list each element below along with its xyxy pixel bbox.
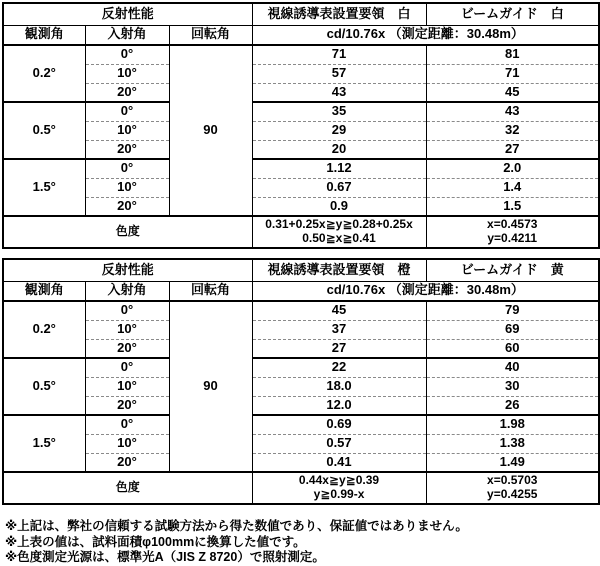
entrance-angle-cell: 10° [85, 64, 169, 83]
table-row [3, 453, 599, 472]
guide-value-cell: 57 [252, 64, 426, 83]
guide-value-cell: 35 [252, 102, 426, 121]
beam-value-cell: 27 [426, 140, 599, 159]
observation-angle-cell: 1.5° [3, 159, 85, 216]
table-row [3, 434, 599, 453]
chroma-guide-line1: 0.31+0.25x≧y≧0.28+0.25x [265, 217, 413, 232]
chroma-guide-line2: y≧0.99-x [313, 487, 365, 501]
chroma-beam-line1: x=0.5703 [487, 473, 538, 488]
entrance-angle-cell: 10° [85, 377, 169, 396]
chroma-guide-cell [252, 216, 426, 248]
entrance-angle-cell: 10° [85, 121, 169, 140]
beam-value-cell: 43 [426, 102, 599, 121]
observation-angle-cell: 0.2° [3, 45, 85, 102]
table-row [3, 121, 599, 140]
entrance-angle-cell: 10° [85, 320, 169, 339]
entrance-angle-cell: 20° [85, 140, 169, 159]
chroma-beam-line2: y=0.4255 [487, 487, 538, 501]
header-guide-column: 視線誘導表設置要領 橙 [252, 259, 426, 281]
header-reflective-performance: 反射性能 [3, 259, 252, 281]
chromaticity-row [3, 216, 599, 248]
entrance-angle-cell: 0° [85, 415, 169, 434]
guide-value-cell: 18.0 [252, 377, 426, 396]
reflectivity-table-white [2, 2, 600, 249]
guide-value-cell: 1.12 [252, 159, 426, 178]
table-row [3, 140, 599, 159]
table-row [3, 358, 599, 377]
footnote: ※上表の値は、試料面積φ100mmに換算した値です。 [5, 534, 306, 549]
header-rotation-angle: 回転角 [169, 281, 252, 301]
footnotes [2, 514, 598, 566]
footnote: ※上記は、弊社の信頼する試験方法から得た数値であり、保証値ではありません。 [5, 519, 468, 533]
beam-value-cell: 60 [426, 339, 599, 358]
header-observation-angle: 観測角 [3, 281, 85, 301]
guide-value-cell: 37 [252, 320, 426, 339]
table-row [3, 178, 599, 197]
entrance-angle-cell: 0° [85, 102, 169, 121]
beam-value-cell: 81 [426, 45, 599, 64]
beam-value-cell: 30 [426, 377, 599, 396]
header-unit: cd/10.76x （測定距離：30.48m） [252, 281, 599, 301]
observation-angle-cell: 1.5° [3, 415, 85, 472]
guide-value-cell: 0.69 [252, 415, 426, 434]
chroma-beam-cell [426, 472, 599, 504]
guide-value-cell: 0.67 [252, 178, 426, 197]
header-entrance-angle: 入射角 [85, 25, 169, 45]
beam-value-cell: 2.0 [426, 159, 599, 178]
table-row [3, 64, 599, 83]
chroma-beam-line2: y=0.4211 [487, 231, 538, 245]
header-reflective-performance: 反射性能 [3, 3, 252, 25]
beam-value-cell: 40 [426, 358, 599, 377]
table-row [3, 320, 599, 339]
header-beam-column: ビームガイド 白 [426, 3, 599, 25]
entrance-angle-cell: 20° [85, 339, 169, 358]
chroma-label-cell: 色度 [3, 472, 252, 504]
entrance-angle-cell: 0° [85, 301, 169, 320]
observation-angle-cell: 0.2° [3, 301, 85, 358]
table-row [3, 396, 599, 415]
table-row [3, 159, 599, 178]
chroma-beam-cell [426, 216, 599, 248]
guide-value-cell: 43 [252, 83, 426, 102]
guide-value-cell: 0.9 [252, 197, 426, 216]
beam-value-cell: 32 [426, 121, 599, 140]
entrance-angle-cell: 10° [85, 434, 169, 453]
beam-value-cell: 45 [426, 83, 599, 102]
guide-value-cell: 0.57 [252, 434, 426, 453]
entrance-angle-cell: 0° [85, 45, 169, 64]
guide-value-cell: 71 [252, 45, 426, 64]
footnote: ※色度測定光源は、標準光A（JIS Z 8720）で照射測定。 [5, 550, 325, 564]
entrance-angle-cell: 0° [85, 159, 169, 178]
guide-value-cell: 0.41 [252, 453, 426, 472]
entrance-angle-cell: 0° [85, 358, 169, 377]
entrance-angle-cell: 20° [85, 396, 169, 415]
beam-value-cell: 1.5 [426, 197, 599, 216]
table-row [3, 415, 599, 434]
table-row [3, 83, 599, 102]
guide-value-cell: 45 [252, 301, 426, 320]
header-guide-column: 視線誘導表設置要領 白 [252, 3, 426, 25]
guide-value-cell: 12.0 [252, 396, 426, 415]
chroma-guide-line1: 0.44x≧y≧0.39 [298, 473, 380, 488]
entrance-angle-cell: 20° [85, 83, 169, 102]
beam-value-cell: 1.38 [426, 434, 599, 453]
guide-value-cell: 27 [252, 339, 426, 358]
beam-value-cell: 79 [426, 301, 599, 320]
entrance-angle-cell: 20° [85, 453, 169, 472]
entrance-angle-cell: 20° [85, 197, 169, 216]
observation-angle-cell: 0.5° [3, 102, 85, 159]
chromaticity-row [3, 472, 599, 504]
chroma-label-cell: 色度 [3, 216, 252, 248]
table-row [3, 45, 599, 64]
header-rotation-angle: 回転角 [169, 25, 252, 45]
guide-value-cell: 29 [252, 121, 426, 140]
table-row [3, 197, 599, 216]
beam-value-cell: 1.98 [426, 415, 599, 434]
table-row [3, 339, 599, 358]
header-entrance-angle: 入射角 [85, 281, 169, 301]
beam-value-cell: 69 [426, 320, 599, 339]
entrance-angle-cell: 10° [85, 178, 169, 197]
rotation-value-cell: 90 [169, 45, 252, 216]
beam-value-cell: 1.49 [426, 453, 599, 472]
chroma-guide-cell [252, 472, 426, 504]
table-row [3, 377, 599, 396]
beam-value-cell: 26 [426, 396, 599, 415]
beam-value-cell: 71 [426, 64, 599, 83]
guide-value-cell: 22 [252, 358, 426, 377]
chroma-guide-line2: 0.50≧x≧0.41 [302, 231, 376, 245]
header-beam-column: ビームガイド 黄 [426, 259, 599, 281]
guide-value-cell: 20 [252, 140, 426, 159]
rotation-value-cell: 90 [169, 301, 252, 472]
header-observation-angle: 観測角 [3, 25, 85, 45]
header-unit: cd/10.76x （測定距離：30.48m） [252, 25, 599, 45]
observation-angle-cell: 0.5° [3, 358, 85, 415]
beam-value-cell: 1.4 [426, 178, 599, 197]
table-row [3, 301, 599, 320]
table-row [3, 102, 599, 121]
chroma-beam-line1: x=0.4573 [487, 217, 538, 232]
reflectivity-table-orange [2, 258, 600, 505]
